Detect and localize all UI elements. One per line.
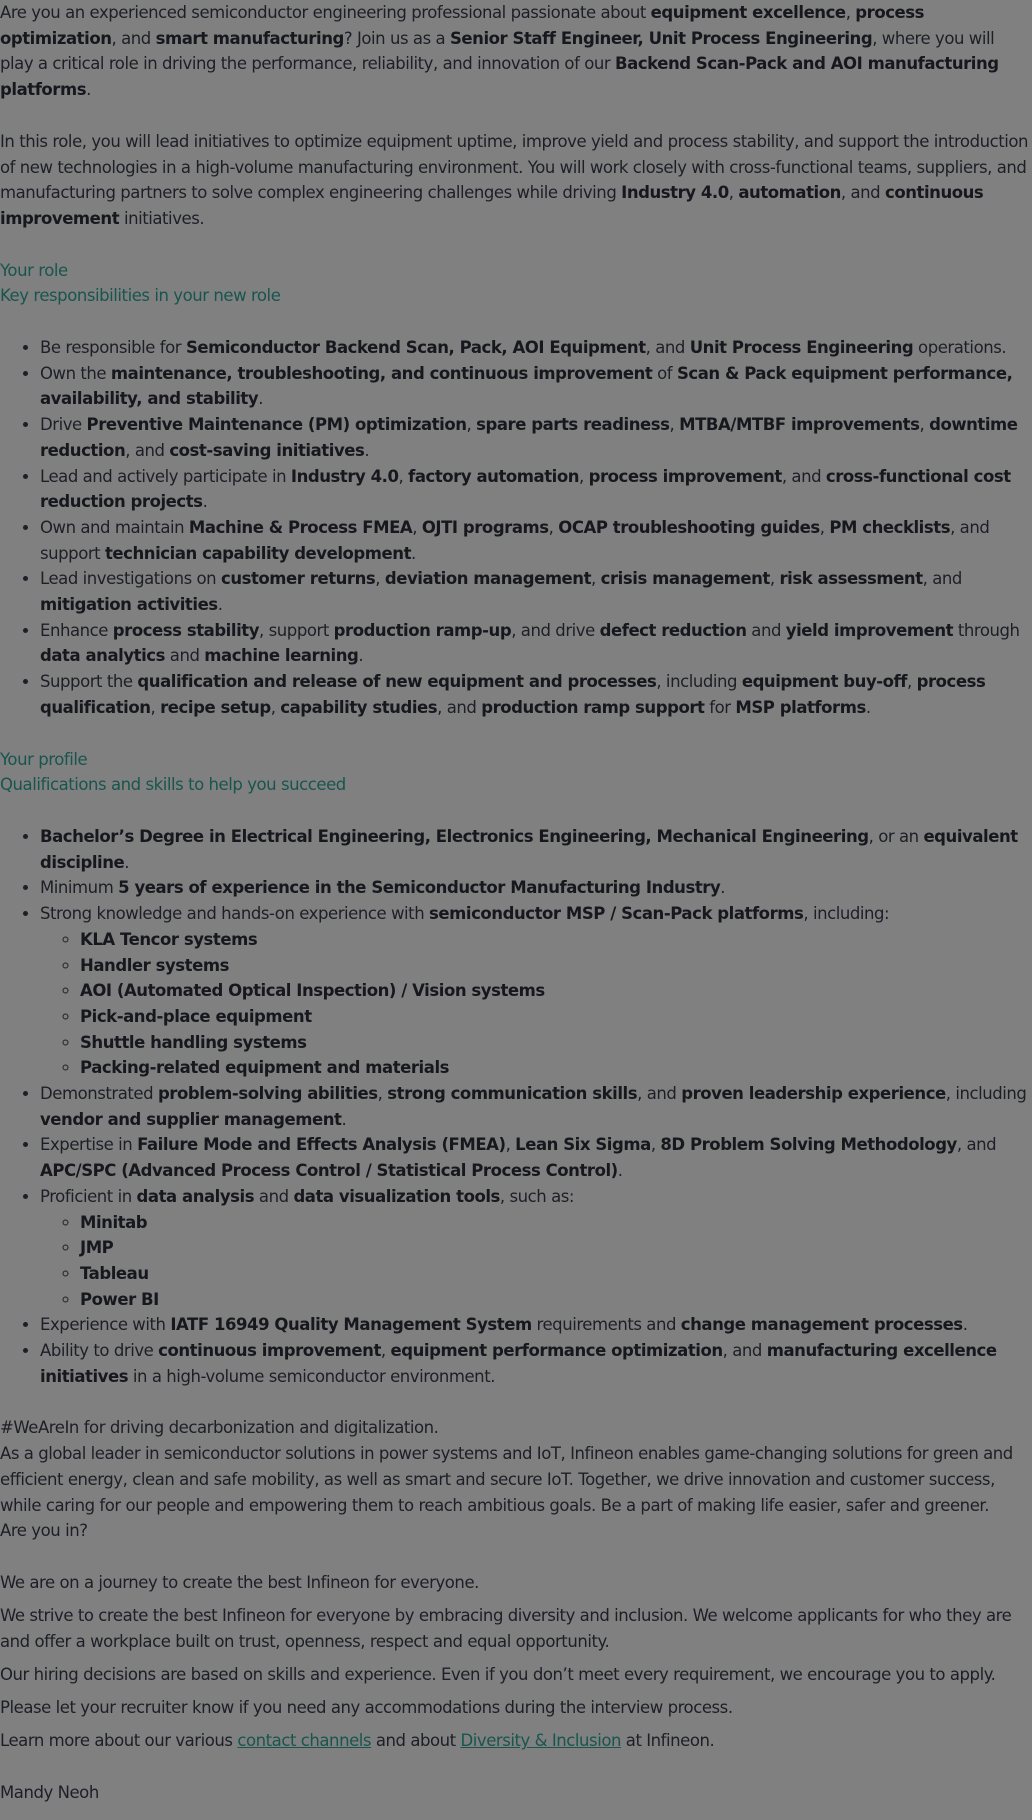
body-text: and [164, 646, 205, 666]
body-text: , where you will play a critical role in driving the performance, reliability, and innovation of our [0, 28, 995, 74]
body-text: Lead and actively participate in [40, 466, 291, 486]
emphasis-text: Backend Scan-Pack and AOI manufacturing platforms [0, 54, 999, 100]
learn-more-text: and about [371, 1731, 461, 1751]
body-text: , [579, 466, 589, 486]
body-text: . [124, 852, 130, 872]
body-text: , and [956, 1135, 997, 1155]
emphasis-text: deviation management [384, 569, 592, 589]
qualification-item [40, 1312, 1032, 1338]
emphasis-text: data analysis [136, 1186, 255, 1206]
emphasis-text: recipe setup [160, 697, 271, 717]
body-text: , including [656, 672, 742, 692]
emphasis-text: IATF 16949 Quality Management System [170, 1315, 532, 1335]
body-text: of [652, 363, 677, 383]
body-text: , [845, 3, 856, 22]
qualification-subitem [80, 953, 1032, 979]
body-text: in a high-volume semiconductor environment. [128, 1366, 496, 1386]
qualification-item [40, 1081, 1032, 1132]
body-text: Demonstrated [40, 1084, 158, 1104]
qualification-sublist [40, 1210, 1032, 1313]
body-text: Enhance [40, 620, 113, 640]
emphasis-text: customer returns [220, 569, 376, 589]
body-text: operations. [913, 338, 1007, 358]
recruiter-name: Mandy Neoh [0, 1782, 99, 1802]
qualification-item [40, 901, 1032, 1081]
accommodations-paragraph: Please let your recruiter know if you need any accommodations during the interview process. [0, 1698, 733, 1718]
company-question: Are you in? [0, 1521, 88, 1541]
responsibility-item [40, 515, 1032, 566]
body-text: , including [945, 1084, 1027, 1104]
spacer [0, 1762, 1032, 1780]
responsibility-item [40, 669, 1032, 720]
qualifications-list [0, 824, 1032, 1389]
contact-channels-link[interactable]: contact channels [237, 1731, 372, 1751]
qualification-subitem [80, 1055, 1032, 1081]
body-text: , and [125, 440, 170, 460]
emphasis-text: Minitab [80, 1212, 148, 1232]
spacer [0, 721, 1032, 747]
emphasis-text: Industry 4.0 [621, 183, 729, 203]
body-text: . [411, 543, 416, 563]
body-text: , and drive [511, 620, 600, 640]
body-text: , [819, 517, 830, 537]
qualification-subitem [80, 1210, 1032, 1236]
qualification-sublist [40, 927, 1032, 1081]
responsibilities-list [0, 335, 1032, 721]
body-text: ? Join us as a [343, 28, 450, 48]
body-text: Proficient in [40, 1186, 137, 1206]
body-text: , [919, 415, 930, 435]
emphasis-text: KLA Tencor systems [80, 929, 258, 949]
responsibility-item [40, 464, 1032, 515]
emphasis-text: vendor and supplier management [40, 1109, 342, 1129]
qualification-item [40, 1184, 1032, 1313]
emphasis-text: equivalent discipline [40, 826, 1018, 872]
body-text: , [591, 569, 601, 589]
body-text: , [769, 569, 780, 589]
body-text: Ability to drive [40, 1341, 159, 1361]
qualification-subitem [80, 978, 1032, 1004]
qualification-item [40, 875, 1032, 901]
emphasis-text: maintenance, troubleshooting, and continuous improvement [110, 363, 653, 383]
emphasis-text: Semiconductor Backend Scan, Pack, AOI Equipment [185, 338, 646, 358]
emphasis-text: factory automation [408, 466, 580, 486]
spacer [0, 232, 1032, 258]
emphasis-text: Preventive Maintenance (PM) optimization [86, 415, 467, 435]
section-title-your-profile: Your profile [0, 749, 88, 769]
body-text: , [505, 1135, 516, 1155]
body-text: Be responsible for [40, 338, 186, 358]
emphasis-text: semiconductor MSP / Scan-Pack platforms [429, 904, 804, 924]
emphasis-text: equipment excellence [650, 3, 846, 22]
body-text: , [380, 1341, 391, 1361]
emphasis-text: automation [738, 183, 841, 203]
emphasis-text: Tableau [80, 1263, 149, 1283]
intro-paragraph [0, 0, 1032, 103]
body-text: , and [840, 183, 885, 203]
emphasis-text: 5 years of experience in the Semiconductor Manufacturing Industry [118, 878, 721, 898]
responsibility-item [40, 412, 1032, 463]
body-text: . [217, 595, 223, 615]
emphasis-text: equipment buy-off [741, 672, 908, 692]
body-text: , [375, 569, 385, 589]
emphasis-text: JMP [80, 1238, 114, 1258]
body-text: Lead investigations on [40, 569, 221, 589]
emphasis-text: PM checklists [829, 517, 951, 537]
body-text: , [150, 697, 161, 717]
body-text: , and [722, 1341, 767, 1361]
emphasis-text: defect reduction [599, 620, 747, 640]
learn-more-text: Learn more about our various [0, 1731, 238, 1751]
emphasis-text: continuous improvement [0, 183, 984, 228]
emphasis-text: process improvement [588, 466, 782, 486]
emphasis-text: process stability [112, 620, 260, 640]
body-text: , and [637, 1084, 682, 1104]
emphasis-text: qualification and release of new equipment and processes [137, 672, 657, 692]
body-text: requirements and [531, 1315, 681, 1335]
emphasis-text: process qualification [40, 672, 986, 717]
emphasis-text: Packing-related equipment and materials [80, 1058, 450, 1078]
emphasis-text: Industry 4.0 [290, 466, 399, 486]
body-text: Own and maintain [40, 517, 189, 537]
body-text: , [377, 1084, 388, 1104]
body-text: , [907, 672, 917, 692]
spacer [0, 309, 1032, 335]
emphasis-text: process optimization [0, 3, 925, 48]
diversity-title: We are on a journey to create the best Infineon for everyone. [0, 1572, 479, 1592]
body-text: . [865, 697, 871, 717]
emphasis-text: Senior Staff Engineer, Unit Process Engineering [449, 28, 873, 48]
emphasis-text: data analytics [40, 646, 165, 666]
body-text: , [398, 466, 409, 486]
emphasis-text: spare parts readiness [476, 415, 670, 435]
emphasis-text: downtime reduction [40, 415, 1018, 460]
body-text: , [728, 183, 739, 203]
emphasis-text: crisis management [600, 569, 770, 589]
body-text: , and [437, 697, 482, 717]
body-text: , and [781, 466, 826, 486]
emphasis-text: OJTI programs [421, 517, 549, 537]
body-text: . [962, 1315, 968, 1335]
emphasis-text: mitigation activities [40, 595, 218, 615]
emphasis-text: manufacturing excellence initiatives [40, 1341, 997, 1386]
qualification-subitem [80, 1030, 1032, 1056]
section-subtitle-responsibilities: Key responsibilities in your new role [0, 286, 281, 306]
emphasis-text: strong communication skills [387, 1084, 638, 1104]
emphasis-text: MTBA/MTBF improvements [679, 415, 920, 435]
body-text: , [669, 415, 680, 435]
emphasis-text: problem-solving abilities [157, 1084, 378, 1104]
spacer [0, 798, 1032, 824]
qualification-item [40, 1338, 1032, 1389]
emphasis-text: capability studies [280, 697, 438, 717]
emphasis-text: cost-saving initiatives [169, 440, 365, 460]
intro-paragraph-role [0, 129, 1032, 232]
body-text: . [341, 1109, 347, 1129]
body-text: , and [111, 28, 156, 48]
emphasis-text: 8D Problem Solving Methodology [660, 1135, 957, 1155]
body-text: , and [922, 569, 962, 589]
emphasis-text: Power BI [80, 1289, 159, 1309]
body-text: and [254, 1186, 294, 1206]
responsibility-item [40, 335, 1032, 361]
emphasis-text: production ramp support [481, 697, 705, 717]
qualification-subitem [80, 1261, 1032, 1287]
diversity-inclusion-link[interactable]: Diversity & Inclusion [460, 1731, 621, 1751]
body-text: initiatives. [119, 208, 205, 228]
emphasis-text: continuous improvement [158, 1341, 381, 1361]
emphasis-text: proven leadership experience [681, 1084, 946, 1104]
body-text: Strong knowledge and hands-on experience with [40, 904, 430, 924]
emphasis-text: Bachelor’s Degree in Electrical Engineering, Electronics Engineering, Mechanical Engineering [40, 826, 869, 846]
body-text: Expertise in [40, 1135, 138, 1155]
body-text: . [358, 646, 364, 666]
emphasis-text: data visualization tools [293, 1186, 500, 1206]
body-text: . [617, 1161, 623, 1181]
emphasis-text: Handler systems [80, 955, 229, 975]
body-text: for [704, 697, 736, 717]
body-text: , [650, 1135, 661, 1155]
spacer [0, 103, 1032, 129]
body-text: , and [645, 338, 690, 358]
body-text: , such as: [499, 1186, 575, 1206]
emphasis-text: yield improvement [785, 620, 954, 640]
body-text: . [86, 80, 91, 100]
qualification-subitem [80, 927, 1032, 953]
body-text: , [270, 697, 281, 717]
body-text: Are you an experienced semiconductor engineering professional passionate about [0, 3, 651, 22]
body-text: , including: [803, 904, 890, 924]
emphasis-text: equipment performance optimization [390, 1341, 723, 1361]
body-text: , and support [40, 517, 990, 563]
emphasis-text: Unit Process Engineering [689, 338, 914, 358]
body-text: and [746, 620, 786, 640]
body-text: Experience with [40, 1315, 171, 1335]
body-text: , support [259, 620, 334, 640]
qualification-subitem [80, 1235, 1032, 1261]
spacer [0, 1389, 1032, 1415]
body-text: . [364, 440, 370, 460]
emphasis-text: Scan & Pack equipment performance, availability, and stability [40, 363, 1013, 409]
responsibility-item [40, 361, 1032, 412]
section-subtitle-qualifications: Qualifications and skills to help you succeed [0, 775, 346, 795]
emphasis-text: Failure Mode and Effects Analysis (FMEA) [137, 1135, 506, 1155]
learn-more-paragraph [0, 1728, 1032, 1754]
emphasis-text: change management processes [680, 1315, 963, 1335]
spacer [0, 1544, 1032, 1570]
body-text: Support the [40, 672, 138, 692]
hiring-paragraph: Our hiring decisions are based on skills and experience. Even if you don’t meet every requirement, we encourage you to apply. [0, 1665, 996, 1685]
emphasis-text: technician capability development [105, 543, 412, 563]
emphasis-text: Shuttle handling systems [80, 1032, 307, 1052]
company-about: As a global leader in semiconductor solutions in power systems and IoT, Infineon enables game-changing solutions for green and efficient energy, clean and safe mobility, as well as smart and secure IoT. Together, we drive innovation and customer success, while caring for our people and empowering them to reach ambitious goals. Be a part of making life easier, safer and greener. [0, 1444, 1013, 1515]
emphasis-text: MSP platforms [735, 697, 866, 717]
emphasis-text: OCAP troubleshooting guides [558, 517, 820, 537]
qualification-item [40, 1132, 1032, 1183]
emphasis-text: production ramp-up [333, 620, 512, 640]
body-text: , [412, 517, 422, 537]
body-text: In this role, you will lead initiatives to optimize equipment uptime, improve yield and process stability, and support the introduction of new technologies in a high-volume manufacturing environment. You will work closely with cross-functional teams, suppliers, and manufacturing partners to solve complex engineering challenges while driving [0, 131, 1029, 203]
company-hashtag: #WeAreIn for driving decarbonization and digitalization. [0, 1418, 439, 1438]
emphasis-text: AOI (Automated Optical Inspection) / Vision systems [80, 981, 545, 1001]
learn-more-text: at Infineon. [620, 1731, 715, 1751]
body-text: , [466, 415, 477, 435]
emphasis-text: Machine & Process FMEA [188, 517, 413, 537]
responsibility-item [40, 618, 1032, 669]
emphasis-text: smart manufacturing [155, 28, 344, 48]
emphasis-text: risk assessment [779, 569, 923, 589]
body-text: through [953, 620, 1020, 640]
qualification-subitem [80, 1287, 1032, 1313]
body-text: , [548, 517, 559, 537]
body-text: , or an [868, 826, 924, 846]
qualification-item [40, 824, 1032, 875]
body-text: . [202, 492, 208, 512]
qualification-subitem [80, 1004, 1032, 1030]
emphasis-text: machine learning [204, 646, 359, 666]
body-text: . [720, 878, 726, 898]
section-title-your-role: Your role [0, 260, 68, 280]
body-text: Own the [40, 363, 111, 383]
emphasis-text: APC/SPC (Advanced Process Control / Statistical Process Control) [40, 1161, 618, 1181]
diversity-paragraph: We strive to create the best Infineon for everyone by embracing diversity and inclusion. We welcome applicants for who they are and offer a workplace built on trust, openness, respect and equal opportunity. [0, 1606, 1012, 1651]
body-text: Drive [40, 415, 87, 435]
body-text: . [258, 389, 263, 409]
emphasis-text: Pick-and-place equipment [80, 1006, 312, 1026]
emphasis-text: Lean Six Sigma [515, 1135, 651, 1155]
body-text: Minimum [40, 878, 119, 898]
responsibility-item [40, 566, 1032, 617]
emphasis-text: cross-functional cost reduction projects [40, 466, 1011, 512]
